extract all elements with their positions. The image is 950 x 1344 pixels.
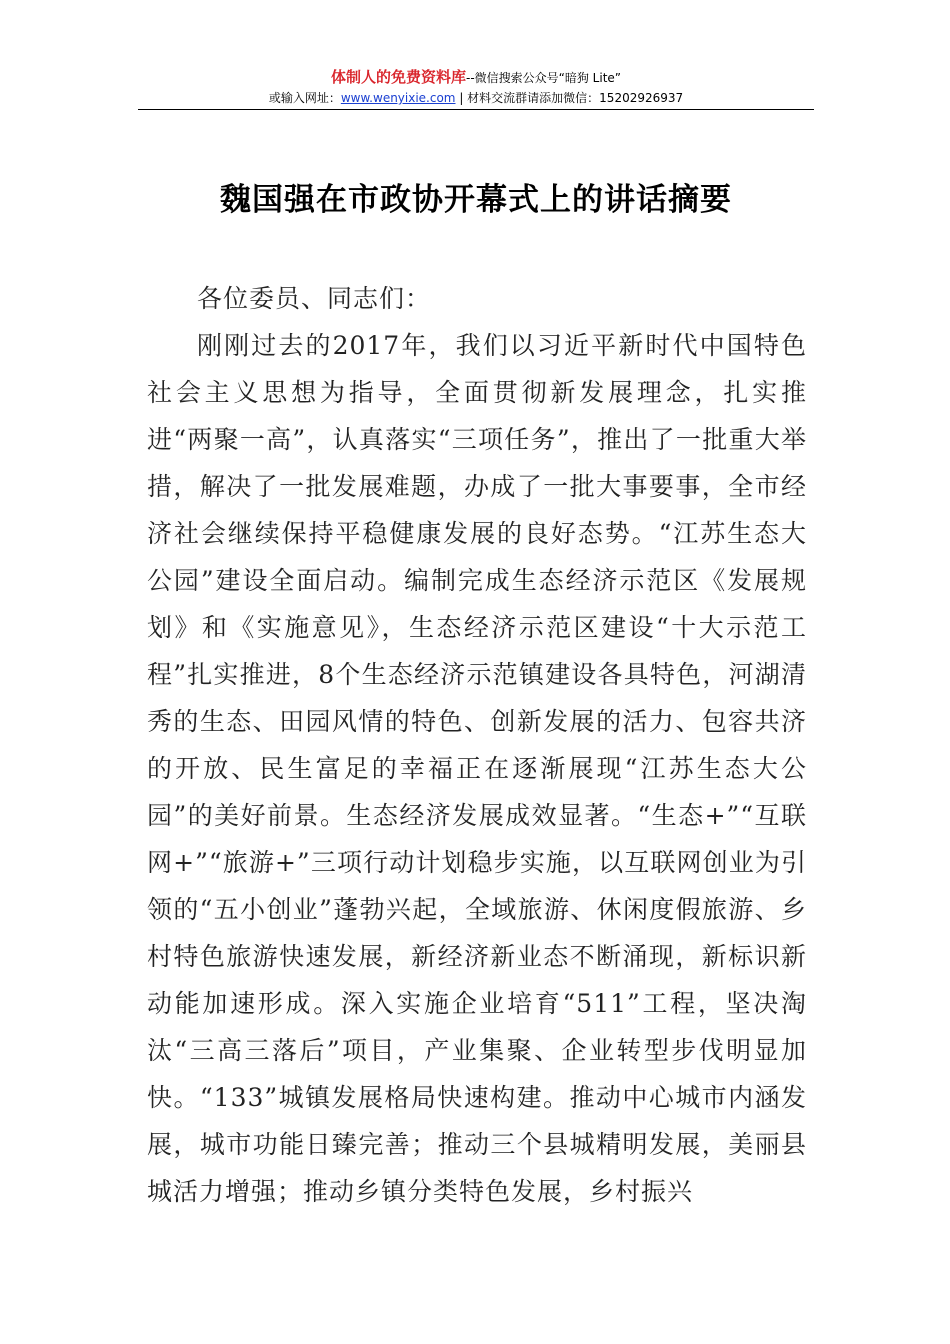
website-link[interactable]: www.wenyixie.com bbox=[340, 91, 456, 105]
salutation: 各位委员、同志们： bbox=[197, 284, 432, 313]
document-title: 魏国强在市政协开幕式上的讲话摘要 bbox=[220, 182, 732, 218]
brand-name: 体制人的免费资料库 bbox=[330, 68, 466, 86]
document-body bbox=[147, 275, 807, 1215]
contact-info: | 材料交流群请添加微信：15202926937 bbox=[455, 91, 684, 105]
header-divider bbox=[138, 109, 814, 110]
url-prefix: 或输入网址： bbox=[268, 91, 341, 105]
header-brand-line bbox=[138, 66, 814, 89]
header-tagline: --微信搜索公众号“暗狗 Lite” bbox=[465, 71, 622, 85]
body-paragraph: 刚刚过去的2017年，我们以习近平新时代中国特色社会主义思想为指导，全面贯彻新发展理念，扎实推进“两聚一高”，认真落实“三项任务”，推出了一批重大举措，解决了一批发展难题，办成了一批大事要事，全市经济社会继续保持平稳健康发展的良好态势。“江苏生态大公园”建设全面启动。编制完成生态经济示范区《发展规划》和《实施意见》，生态经济示范区建设“十大示范工程”扎实推进，8个生态经济示范镇建设各具特色，河湖清秀的生态、田园风情的特色、创新发展的活力、包容共济的开放、民生富足的幸福正在逐渐展现“江苏生态大公园”的美好前景。生态经济发展成效显著。“生态+”“互联网+”“旅游+”三项行动计划稳步实施，以互联网创业为引领的“五小创业”蓬勃兴起，全域旅游、休闲度假旅游、乡村特色旅游快速发展，新经济新业态不断涌现，新标识新动能加速形成。深入实施企业培育“511”工程，坚决淘汰“三高三落后”项目，产业集聚、企业转型步伐明显加快。“133”城镇发展格局快速构建。推动中心城市内涵发展，城市功能日臻完善；推动三个县城精明发展，美丽县城活力增强；推动乡镇分类特色发展，乡村振兴 bbox=[147, 331, 807, 1206]
page-header bbox=[138, 66, 814, 107]
header-contact-line bbox=[138, 89, 814, 107]
